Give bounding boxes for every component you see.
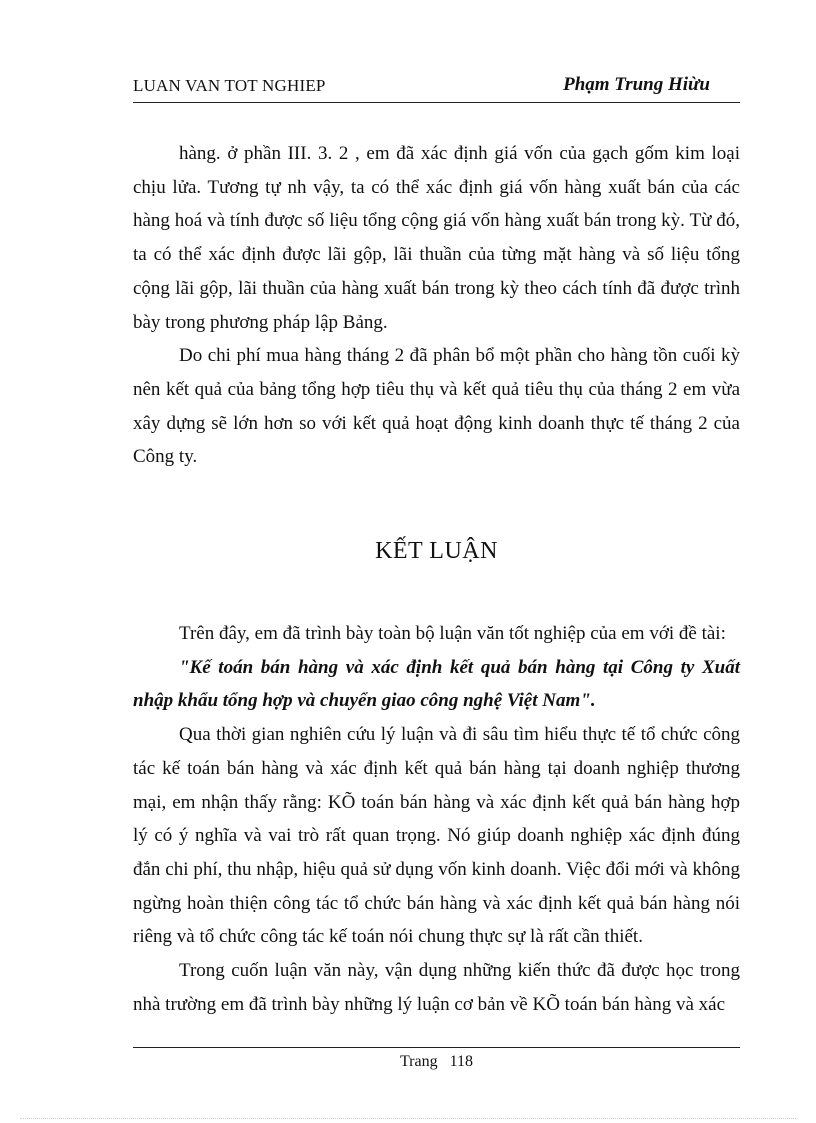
page-label: Trang <box>399 1053 438 1070</box>
paragraph-conclusion-summary: Trong cuốn luận văn này, vận dụng những kiến thức đã được học trong nhà trường em đã trình bày những lý luận cơ bản về KÕ toán bán hàng và xác <box>133 960 740 1015</box>
page-header <box>133 72 740 103</box>
footer-divider <box>133 1047 740 1048</box>
conclusion-heading: KẾT LUẬN <box>375 538 498 564</box>
paragraph-conclusion-findings: Qua thời gian nghiên cứu lý luận và đi sâu tìm hiểu thực tế tổ chức công tác kế toán bán hàng và xác định kết quả bán hàng tại doanh nghiệp thương mại, em nhận thấy rằng: KÕ toán bán hàng và xác định kết quả bán hàng hợp lý có ý nghĩa và vai trò rất quan trọng. Nó giúp doanh nghiệp xác định đúng đắn chi phí, thu nhập, hiệu quả sử dụng vốn kinh doanh. Việc đổi mới và không ngừng hoàn thiện công tác tổ chức bán hàng và xác định kết quả bán hàng nói riêng và tổ chức công tác kế toán nói chung thực sự là rất cần thiết. <box>133 724 740 948</box>
paragraph-cost-of-goods: hàng. ở phần III. 3. 2 , em đã xác định giá vốn của gạch gốm kim loại chịu lửa. Tương tự nh vậy, ta có thể xác định giá vốn hàng xuất bán của các hàng hoá và tính được số liệu tổng cộng giá vốn hàng xuất bán trong kỳ. Từ đó, ta có thể xác định được lãi gộp, lãi thuần của từng mặt hàng và số liệu tổng cộng lãi gộp, lãi thuần của hàng xuất bán trong kỳ theo cách tính đã được trình bày trong phương pháp lập Bảng. <box>133 143 740 333</box>
header-author-name: Phạm Trung Hiừu <box>563 74 710 95</box>
paragraph-purchase-costs: Do chi phí mua hàng tháng 2 đã phân bổ một phần cho hàng tồn cuối kỳ nên kết quả của bảng tổng hợp tiêu thụ và kết quả tiêu thụ của tháng 2 em vừa xây dựng sẽ lớn hơn so với kết quả hoạt động kinh doanh thực tế tháng 2 của Công ty. <box>133 345 740 468</box>
conclusion-intro-text: Trên đây, em đã trình bày toàn bộ luận văn tốt nghiệp của em với đề tài: <box>179 623 726 644</box>
body-section-top <box>133 137 740 474</box>
thesis-topic: "Kế toán bán hàng và xác định kết quả bán hàng tại Công ty Xuất nhập khẩu tổng hợp và chuyển giao công nghệ Việt Nam". <box>133 656 740 712</box>
page-footer <box>133 1053 740 1071</box>
header-thesis-title: LUAN VAN TOT NGHIEP <box>133 76 326 95</box>
page-bottom-border <box>20 1118 796 1119</box>
page-number: 118 <box>449 1053 474 1070</box>
conclusion-section <box>133 617 740 1021</box>
paragraph-conclusion-intro <box>133 617 740 718</box>
